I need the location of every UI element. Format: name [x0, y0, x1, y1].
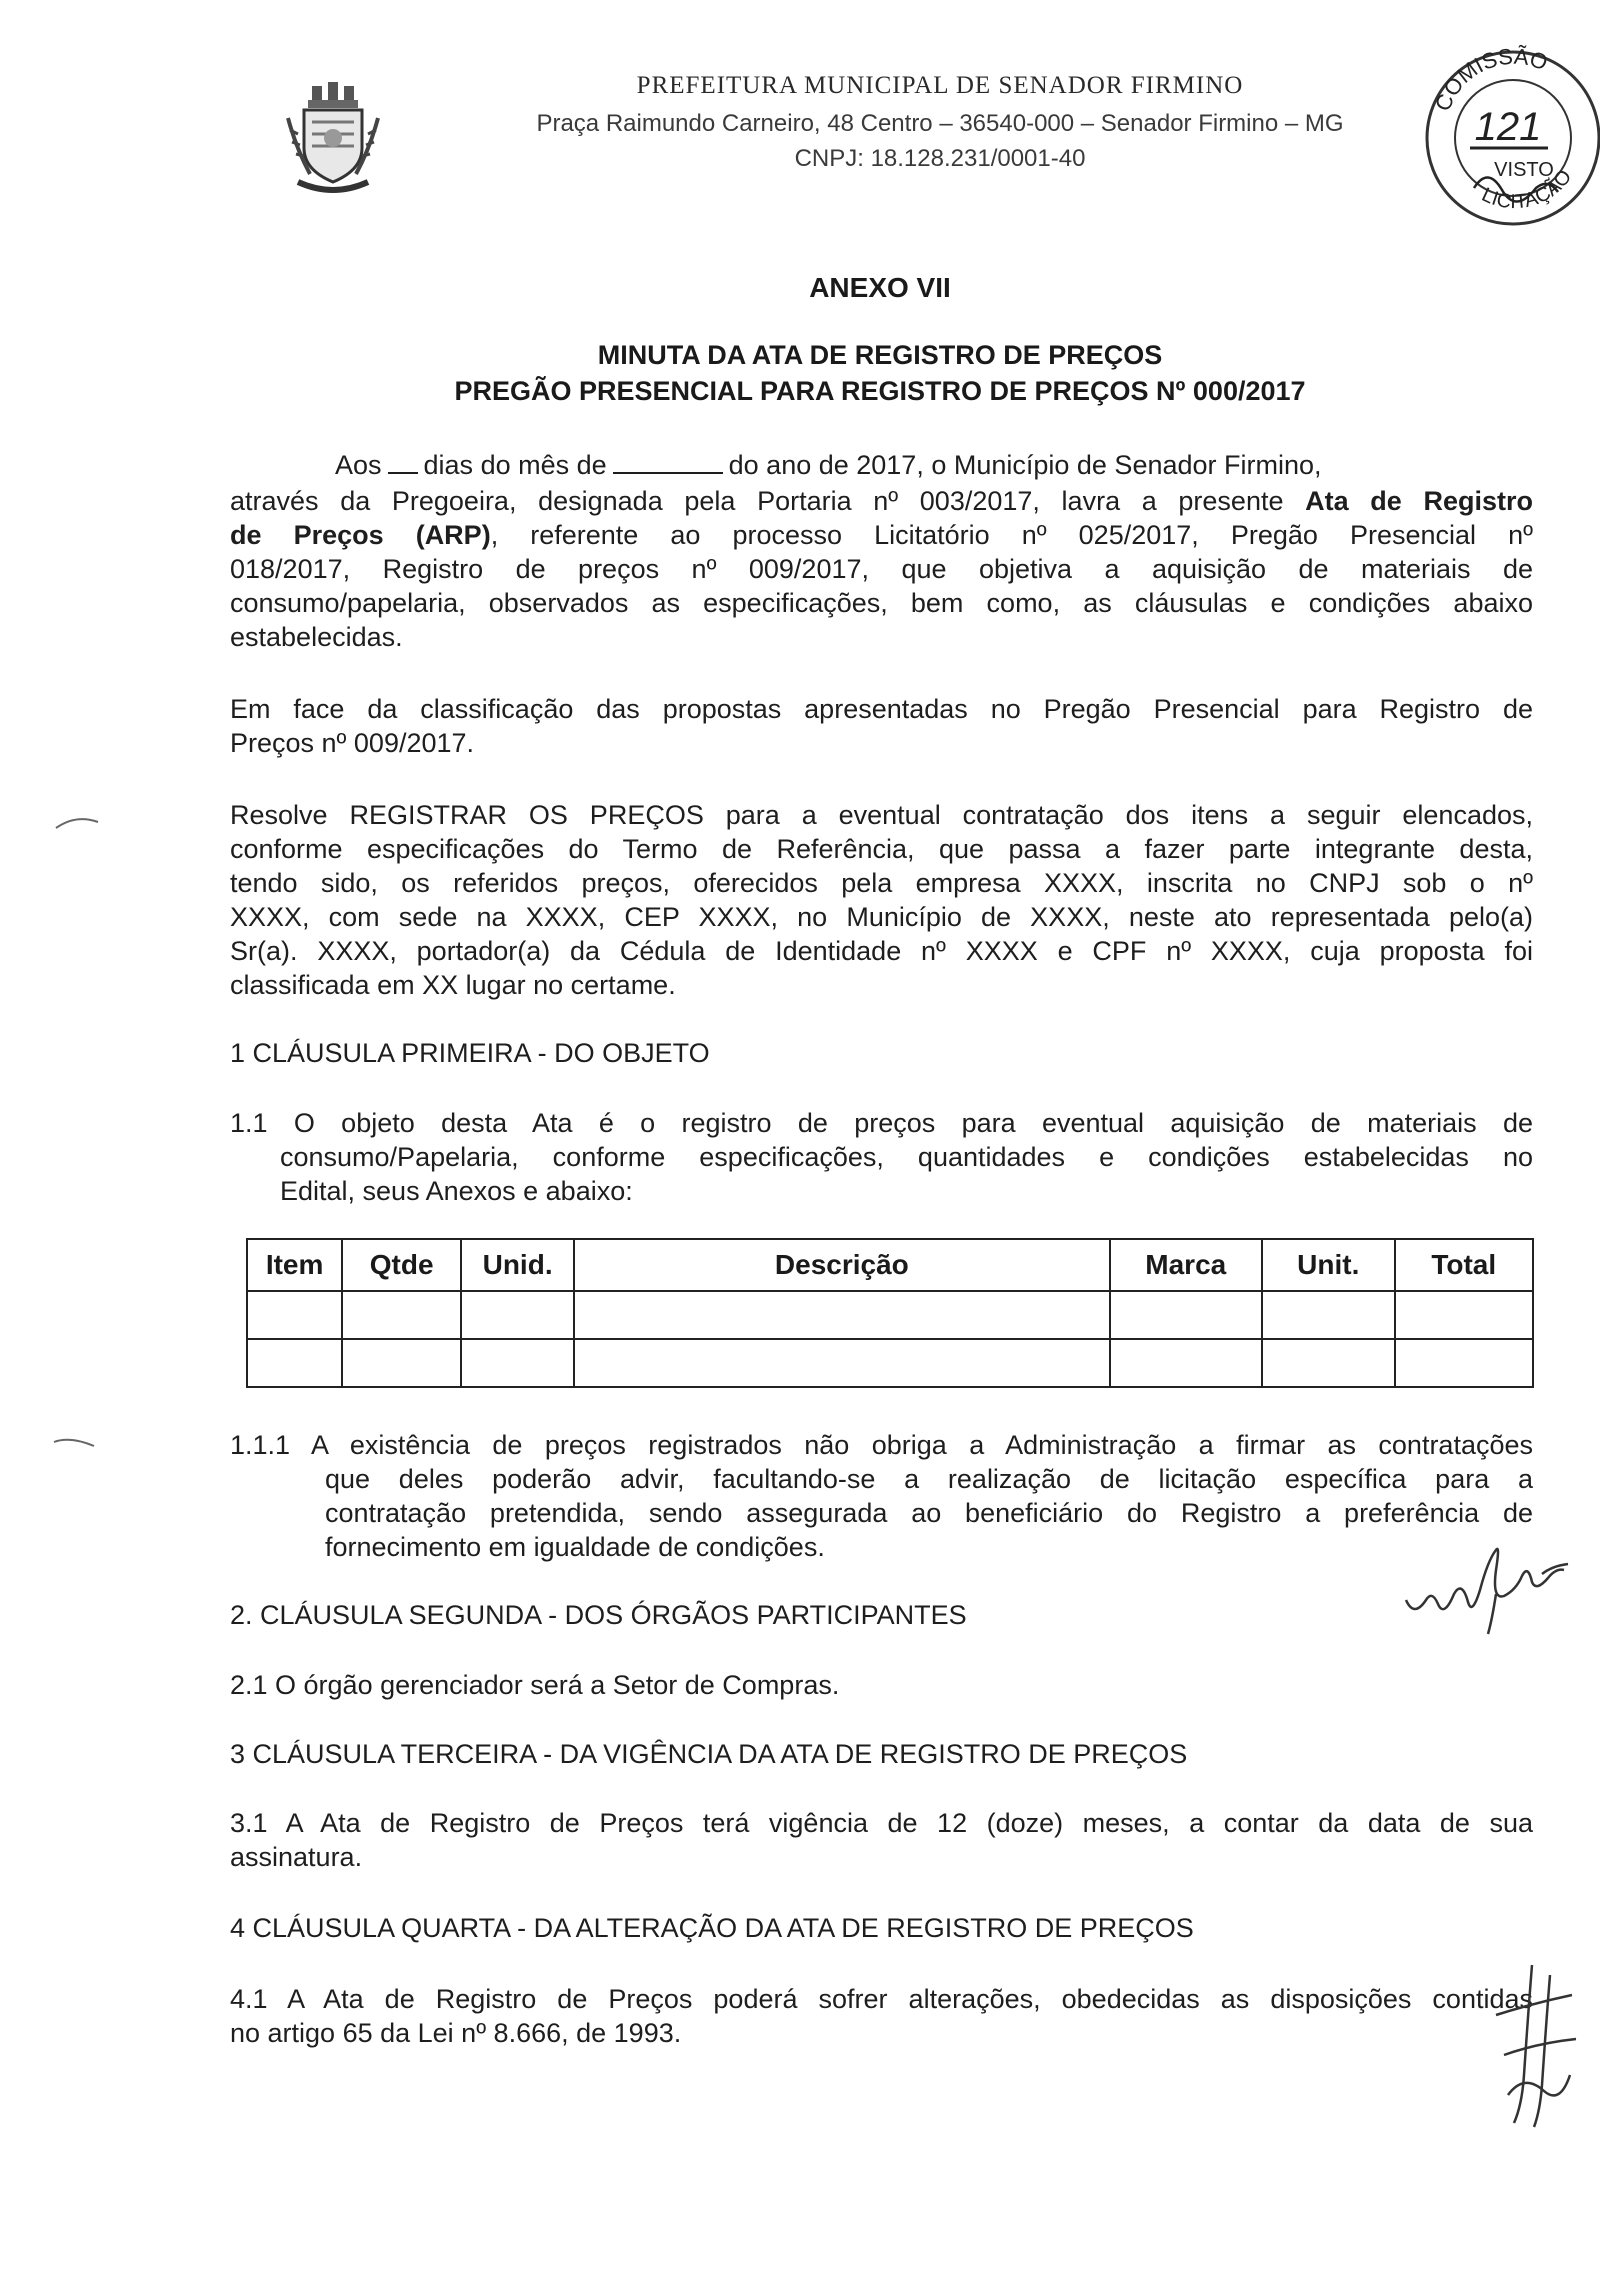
- margin-mark: [50, 1432, 100, 1452]
- intro-ata-bold: Ata de Registro: [1305, 486, 1533, 516]
- resolve-line-5: Sr(a). XXXX, portador(a) da Cédula de Identidade nº XXXX e CPF nº XXXX, cuja proposta foi: [230, 936, 1533, 966]
- clause-4-1-line-2: no artigo 65 da Lei nº 8.666, de 1993.: [230, 2018, 682, 2048]
- intro-line-1: [335, 448, 1533, 482]
- stamp-visto: VISTO: [1494, 159, 1554, 181]
- table-cell: [247, 1339, 342, 1387]
- table-cell: [1395, 1339, 1533, 1387]
- table-cell: [1395, 1291, 1533, 1339]
- intro-line-4: 018/2017, Registro de preços nº 009/2017, que objetiva a aquisição de materiais de: [230, 554, 1533, 584]
- clause-1-1-line-1: 1.1 O objeto desta Ata é o registro de preços para eventual aquisição de materiais de: [230, 1108, 1533, 1138]
- clause-2-heading: 2. CLÁUSULA SEGUNDA - DOS ÓRGÃOS PARTICIPANTES: [230, 1600, 967, 1630]
- clause-3-1-line-1: 3.1 A Ata de Registro de Preços terá vigência de 12 (doze) meses, a contar da data de sua: [230, 1808, 1533, 1838]
- clause-1-1-1-line-4: fornecimento em igualdade de condições.: [325, 1532, 825, 1562]
- intro-arp-bold: de Preços (ARP): [230, 520, 491, 550]
- handwritten-initials-signature: [1392, 1530, 1582, 1640]
- commission-stamp: [1418, 28, 1600, 238]
- municipality-title: PREFEITURA MUNICIPAL DE SENADOR FIRMINO: [636, 72, 1244, 99]
- table-cell: [1262, 1291, 1395, 1339]
- resolve-line-3: tendo sido, os referidos preços, oferecidos pela empresa XXXX, inscrita no CNPJ sob o nº: [230, 868, 1533, 898]
- resolve-line-4: XXXX, com sede na XXXX, CEP XXXX, no Município de XXXX, neste ato representada pelo(a): [230, 902, 1533, 932]
- intro-year-text: do ano de 2017, o Município de Senador Firmino,: [728, 450, 1322, 480]
- stamp-number: 121: [1474, 105, 1542, 149]
- clause-1-1-1-line-3: contratação pretendida, sendo assegurada ao beneficiário do Registro a preferência de: [325, 1498, 1533, 1528]
- clause-3-1-line-2: assinatura.: [230, 1842, 363, 1872]
- municipality-cnpj: CNPJ: 18.128.231/0001-40: [794, 145, 1086, 172]
- margin-mark: [52, 812, 102, 832]
- svg-text:COMISSÃO: [1430, 44, 1551, 115]
- intro-line-3: [230, 518, 1533, 552]
- table-cell: [461, 1339, 574, 1387]
- face-line-1: Em face da classificação das propostas apresentadas no Pregão Presencial para Registro de: [230, 694, 1533, 724]
- intro-month-label: dias do mês de: [423, 450, 607, 480]
- municipal-crest-icon: [282, 78, 384, 196]
- intro-line-2: [230, 484, 1533, 518]
- minute-title: MINUTA DA ATA DE REGISTRO DE PREÇOS: [597, 340, 1163, 370]
- clause-2-1: 2.1 O órgão gerenciador será a Setor de Compras.: [230, 1670, 840, 1700]
- col-marca: Marca: [1110, 1239, 1262, 1291]
- table-cell: [574, 1339, 1109, 1387]
- resolve-line-1: Resolve REGISTRAR OS PREÇOS para a eventual contratação dos itens a seguir elencados,: [230, 800, 1533, 830]
- table-row: [247, 1291, 1533, 1339]
- intro-line-3-text: , referente ao processo Licitatório nº 025/2017, Pregão Presencial nº: [490, 520, 1533, 550]
- clause-1-1-1-line-2: que deles poderão advir, facultando-se a realização de licitação específica para a: [325, 1464, 1533, 1494]
- clause-1-1-line-3: Edital, seus Anexos e abaixo:: [280, 1176, 633, 1206]
- clause-1-1-1-line-1: 1.1.1 A existência de preços registrados não obriga a Administração a firmar as contratações: [230, 1430, 1533, 1460]
- intro-aos: Aos: [335, 450, 382, 480]
- stamp-top-text: COMISSÃO: [1429, 43, 1551, 115]
- table-cell: [342, 1339, 461, 1387]
- stamp-bottom-text: LICITAÇÃO: [1478, 165, 1577, 214]
- clause-4-1-line-1: 4.1 A Ata de Registro de Preços poderá sofrer alterações, obedecidas as disposições contidas: [230, 1984, 1533, 2014]
- table-cell: [1110, 1339, 1262, 1387]
- clause-3-heading: 3 CLÁUSULA TERCEIRA - DA VIGÊNCIA DA ATA DE REGISTRO DE PREÇOS: [230, 1739, 1188, 1769]
- col-qtde: Qtde: [342, 1239, 461, 1291]
- col-item: Item: [247, 1239, 342, 1291]
- handwritten-signature: [1484, 1955, 1584, 2135]
- table-cell: [247, 1291, 342, 1339]
- month-blank: [613, 448, 723, 474]
- clause-4-heading: 4 CLÁUSULA QUARTA - DA ALTERAÇÃO DA ATA DE REGISTRO DE PREÇOS: [230, 1913, 1194, 1943]
- day-blank: [388, 448, 418, 474]
- resolve-line-2: conforme especificações do Termo de Referência, que passa a fazer parte integrante desta,: [230, 834, 1533, 864]
- intro-line-5: consumo/papelaria, observados as especificações, bem como, as cláusulas e condições abaixo: [230, 588, 1533, 618]
- intro-line-2-text: através da Pregoeira, designada pela Portaria nº 003/2017, lavra a presente: [230, 486, 1284, 516]
- col-unit: Unit.: [1262, 1239, 1395, 1291]
- auction-title: PREGÃO PRESENCIAL PARA REGISTRO DE PREÇOS Nº 000/2017: [454, 376, 1306, 406]
- intro-line-6: estabelecidas.: [230, 622, 403, 652]
- resolve-line-6: classificada em XX lugar no certame.: [230, 970, 676, 1000]
- table-row: [247, 1339, 1533, 1387]
- annex-title: ANEXO VII: [809, 272, 951, 303]
- table-header-row: [247, 1239, 1533, 1291]
- table-cell: [342, 1291, 461, 1339]
- table-cell: [461, 1291, 574, 1339]
- face-line-2: Preços nº 009/2017.: [230, 728, 475, 758]
- municipality-address: Praça Raimundo Carneiro, 48 Centro – 36540-000 – Senador Firmino – MG: [536, 110, 1344, 137]
- table-cell: [1110, 1291, 1262, 1339]
- price-items-table: [246, 1238, 1534, 1388]
- table-cell: [1262, 1339, 1395, 1387]
- col-total: Total: [1395, 1239, 1533, 1291]
- col-unid: Unid.: [461, 1239, 574, 1291]
- clause-1-heading: 1 CLÁUSULA PRIMEIRA - DO OBJETO: [230, 1038, 710, 1068]
- clause-1-1-line-2: consumo/Papelaria, conforme especificações, quantidades e condições estabelecidas no: [280, 1142, 1533, 1172]
- col-descricao: Descrição: [574, 1239, 1109, 1291]
- table-cell: [574, 1291, 1109, 1339]
